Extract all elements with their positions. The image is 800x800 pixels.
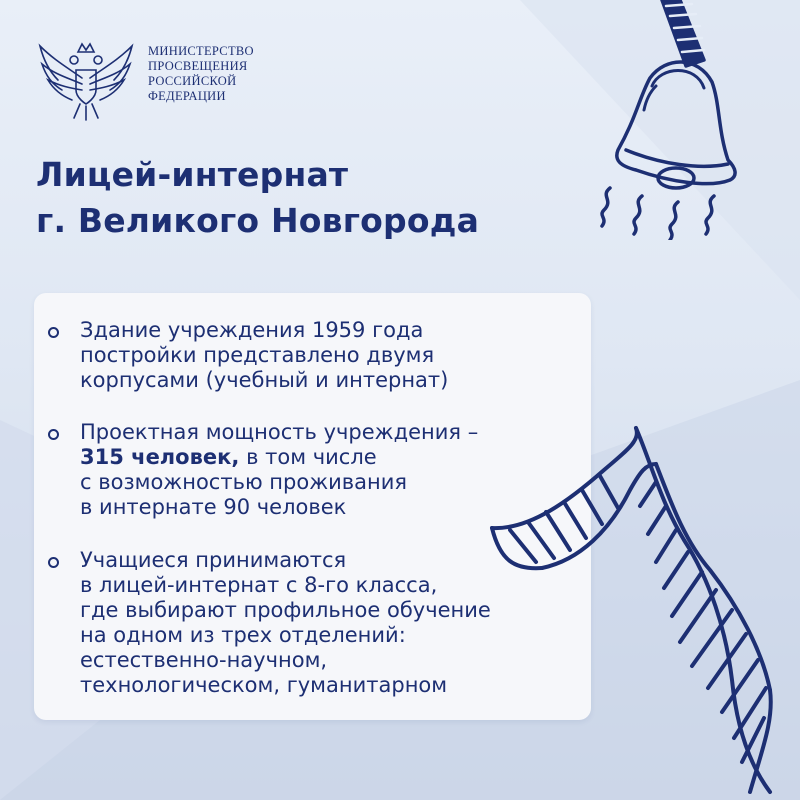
fact-line: в интернате 90 человек xyxy=(80,495,347,519)
page-title xyxy=(36,152,576,244)
list-item xyxy=(48,318,548,393)
ministry-line: ПРОСВЕЩЕНИЯ xyxy=(148,59,248,73)
fact-line: корпусами (учебный и интернат) xyxy=(80,368,449,392)
fact-line: на одном из трех отделений: xyxy=(80,623,406,647)
school-bell-icon xyxy=(580,0,780,240)
fact-text xyxy=(80,318,548,393)
fact-line: технологическом, гуманитарном xyxy=(80,673,448,697)
ministry-line: МИНИСТЕРСТВО xyxy=(148,44,254,58)
fact-line: Учащиеся принимаются xyxy=(80,548,347,572)
fact-line: Здание учреждения 1959 года xyxy=(80,318,424,342)
fact-line: постройки представлено двумя xyxy=(80,343,435,367)
ministry-name xyxy=(148,44,308,104)
ministry-line: РОССИЙСКОЙ xyxy=(148,74,237,88)
fact-highlight: 315 человек, xyxy=(80,445,240,469)
fact-line: где выбирают профильное обучение xyxy=(80,598,491,622)
fact-line: с возможностью проживания xyxy=(80,470,408,494)
fact-line: в лицей-интернат с 8-го класса, xyxy=(80,573,438,597)
title-line-1: Лицей-интернат xyxy=(36,155,349,194)
dna-helix-icon xyxy=(470,420,800,800)
ministry-line: ФЕДЕРАЦИИ xyxy=(148,89,226,103)
fact-line: естественно-научном, xyxy=(80,648,328,672)
ministry-emblem-icon xyxy=(36,38,136,122)
bullet-icon xyxy=(48,327,59,338)
fact-line-rest: в том числе xyxy=(239,445,377,469)
title-line-2: г. Великого Новгорода xyxy=(36,201,480,240)
bullet-icon xyxy=(48,429,59,440)
fact-line: Проектная мощность учреждения – xyxy=(80,420,479,444)
bullet-icon xyxy=(48,557,59,568)
